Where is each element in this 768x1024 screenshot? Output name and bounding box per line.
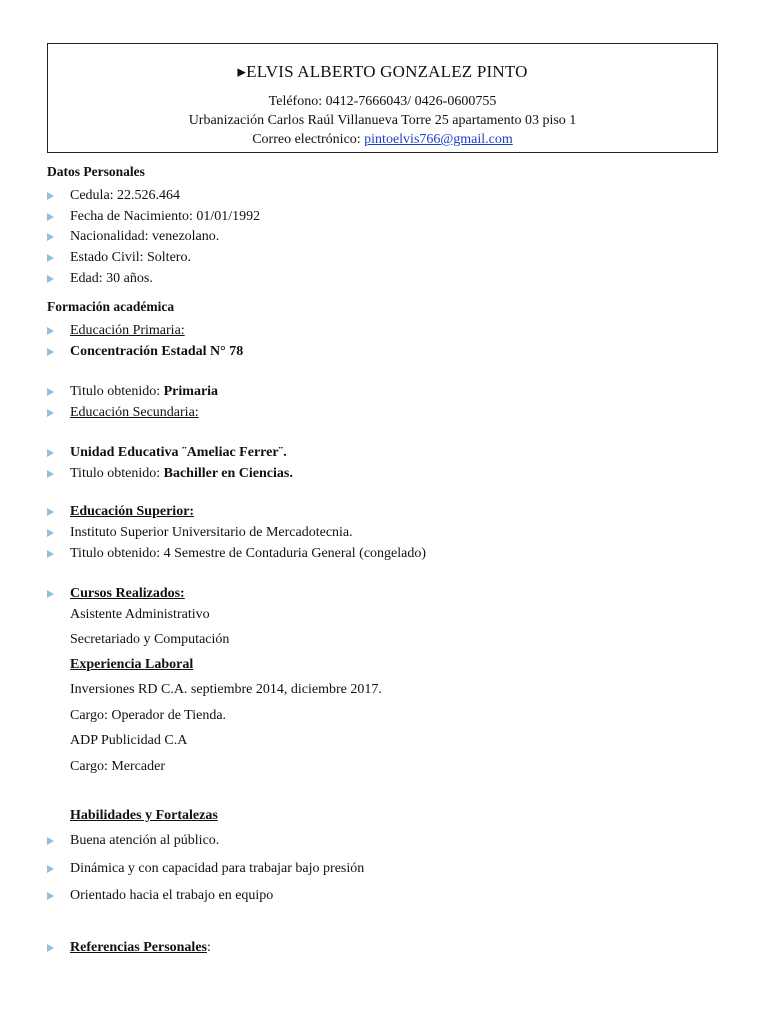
bullet-icon	[47, 550, 54, 558]
bullet-icon	[47, 865, 54, 873]
bullet-icon	[47, 529, 54, 537]
bullet-icon	[47, 348, 54, 356]
bullet-icon	[47, 213, 54, 221]
bullet-icon	[47, 590, 54, 598]
bullet-icon	[47, 508, 54, 516]
phone-line: Teléfono: 0412-7666043/ 0426-0600755	[268, 94, 497, 109]
bullet-icon	[47, 837, 54, 845]
education-heading: Formación académica	[47, 299, 175, 314]
bullet-icon	[47, 892, 54, 900]
bullet-icon	[47, 275, 54, 283]
personal-heading: Datos Personales	[47, 164, 145, 179]
full-name: ▸ELVIS ALBERTO GONZALEZ PINTO	[237, 62, 528, 81]
bullet-icon	[47, 254, 54, 262]
bullet-icon	[47, 409, 54, 417]
email-link[interactable]: pintoelvis766@gmail.com	[364, 132, 513, 147]
bullet-icon	[47, 944, 54, 952]
bullet-icon	[47, 470, 54, 478]
bullet-icon	[47, 233, 54, 241]
bullet-icon	[47, 388, 54, 396]
bullet-icon	[47, 192, 54, 200]
email-line	[48, 130, 717, 149]
bullet-icon	[47, 327, 54, 335]
email-label: Correo electrónico:	[252, 132, 365, 147]
header-box	[47, 43, 718, 153]
address-line: Urbanización Carlos Raúl Villanueva Torre 25 apartamento 03 piso 1	[188, 113, 577, 128]
bullet-icon	[47, 449, 54, 457]
